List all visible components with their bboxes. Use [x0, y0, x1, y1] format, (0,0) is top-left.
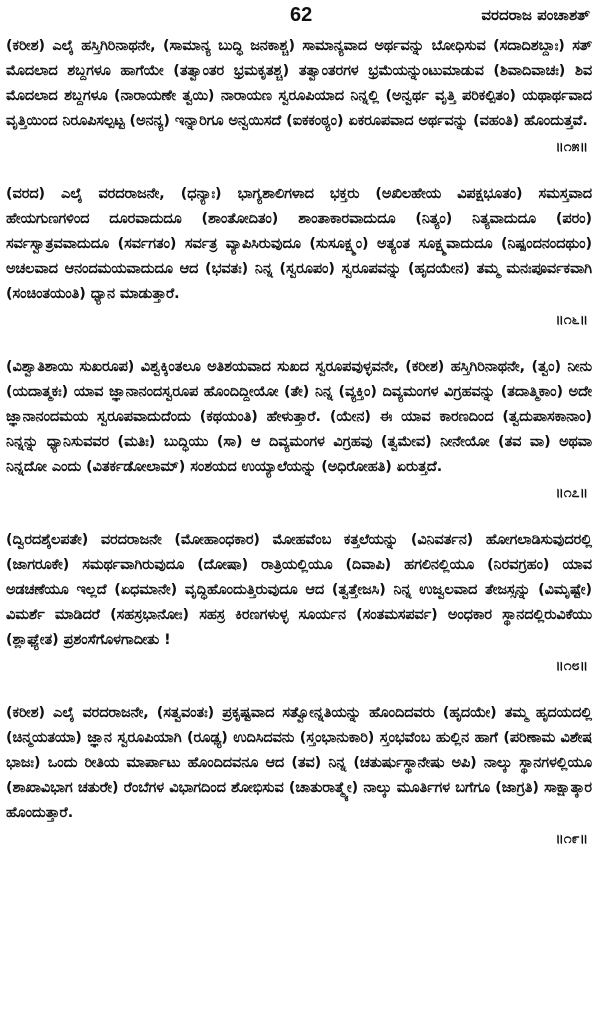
- verse-19: [6, 701, 592, 852]
- page-header: [0, 4, 600, 30]
- verse-number: ॥೧೮॥: [555, 658, 588, 674]
- verse-text: (ದ್ವಿರದಶೈಲಪತೇ) ವರದರಾಜನೇ (ಮೋಹಾಂಧಕಾರ) ಮೋಹವೆಂಬ ಕತ್ತಲೆಯನ್ನು (ವಿನಿವರ್ತನ) ಹೋಗಲಾಡಿಸುವುದರಲ್ಲಿ (ಜಾಗರೂಕೇ) ಸಮರ್ಥವಾಗಿರುವುದೂ (ದೋಷಾ) ರಾತ್ರಿಯಲ್ಲಿಯೂ (ದಿವಾಪಿ) ಹಗಲಿನಲ್ಲಿಯೂ (ನಿರವಗ್ರಹಂ) ಯಾವ ಅಡಚಣೆಯೂ ಇಲ್ಲದೆ (ಏಧಮಾನೇ) ವೃದ್ಧಿಹೊಂದುತ್ತಿರುವುದೂ ಆದ (ತ್ವತ್ತೇಜಸಿ) ನಿನ್ನ ಉಜ್ವಲವಾದ ತೇಜಸ್ಸನ್ನು (ವಿಮೃಷ್ಟೇ) ವಿಮರ್ಶೆ ಮಾಡಿದರೆ (ಸಹಸ್ರಭಾನೋಃ) ಸಹಸ್ರ ಕಿರಣಗಳುಳ್ಳ ಸೂರ್ಯನ (ಸಂತಮಸಪರ್ವ) ಅಂಧಕಾರ ಸ್ಥಾನದಲ್ಲಿರುವಿಕೆಯು (ಶ್ಲಾಘ್ಯೇತ) ಪ್ರಶಂಸೆಗೊಳಗಾದೀತು !: [6, 532, 592, 648]
- verse-text: (ಕರೀಶ) ಎಲೈ ಹಸ್ತಿಗಿರಿನಾಥನೇ, (ಸಾಮಾನ್ಯ ಬುದ್ಧಿ ಜನಕಾಶ್ಚ) ಸಾಮಾನ್ಯವಾದ ಅರ್ಥವನ್ನು ಬೋಧಿಸುವ (ಸದಾದಿಶಬ್ದಾಃ) ಸತ್ ಮೊದಲಾದ ಶಬ್ದಗಳೂ ಹಾಗೆಯೇ (ತತ್ವಾಂತರ ಭ್ರಮಕೃತಶ್ಚ) ತತ್ವಾಂತರಗಳ ಭ್ರಮೆಯನ್ನುಂಟುಮಾಡುವ (ಶಿವಾದಿವಾಚಃ) ಶಿವ ಮೊದಲಾದ ಶಬ್ದಗಳೂ (ನಾರಾಯಣೇ ತ್ವಯಿ) ನಾರಾಯಣ ಸ್ವರೂಪಿಯಾದ ನಿನ್ನಲ್ಲಿ (ಅನ್ವರ್ಥ ವೃತ್ತಿ ಪರಿಕಲ್ಪಿತಂ) ಯಥಾರ್ಥವಾದ ವೃತ್ತಿಯಿಂದ ನಿರೂಪಿಸಲ್ಪಟ್ಟ (ಅನನ್ಯ) ಇನ್ನಾರಿಗೂ ಅನ್ವಯಿಸದೆ (ಐಕಕಂಠ್ಯಂ) ಏಕರೂಪವಾದ ಅರ್ಥವನ್ನು (ವಹಂತಿ) ಹೊಂದುತ್ತವೆ.: [6, 38, 592, 129]
- verse-15: [6, 34, 592, 160]
- verse-divider: [6, 506, 592, 528]
- verse-divider: [6, 679, 592, 701]
- verse-number: ॥೧೭॥: [555, 485, 588, 501]
- page-content: [6, 34, 592, 852]
- verse-divider: [6, 160, 592, 182]
- verse-number: ॥೧೯॥: [555, 831, 588, 847]
- verse-number: ॥೧೬॥: [555, 312, 588, 328]
- verse-text: (ವರದ) ಎಲೈ ವರದರಾಜನೇ, (ಧನ್ಯಾಃ) ಭಾಗ್ಯಶಾಲಿಗಳಾದ ಭಕ್ತರು (ಅಖಿಲಹೇಯ ವಿಪಕ್ಷಭೂತಂ) ಸಮಸ್ತವಾದ ಹೇಯಗುಣಗಳಿಂದ ದೂರವಾದುದೂ (ಶಾಂತೋದಿತಂ) ಶಾಂತಾಕಾರವಾದುದೂ (ನಿತ್ಯಂ) ನಿತ್ಯವಾದುದೂ (ಪರಂ) ಸರ್ವಸ್ವಾತ್ರವವಾದುದೂ (ಸರ್ವಗತಂ) ಸರ್ವತ್ರ ವ್ಯಾಪಿಸಿರುವುದೂ (ಸುಸೂಕ್ಷ್ಮಂ) ಅತ್ಯಂತ ಸೂಕ್ಷ್ಮವಾದುದೂ (ನಿಷ್ಪಂದನಂದಥುಂ) ಅಚಲವಾದ ಆನಂದಮಯವಾದುದೂ ಆದ (ಭವತಃ) ನಿನ್ನ (ಸ್ವರೂಪಂ) ಸ್ವರೂಪವನ್ನು (ಹೃದಯೇನ) ತಮ್ಮ ಮನಃಪೂರ್ವಕವಾಗಿ (ಸಂಚಿಂತಯಂತಿ) ಧ್ಯಾನ ಮಾಡುತ್ತಾರೆ.: [6, 186, 592, 302]
- verse-18: [6, 528, 592, 679]
- verse-16: [6, 182, 592, 333]
- verse-text: (ವಿಶ್ವಾತಿಶಾಯಿ ಸುಖರೂಪ) ವಿಶ್ವಕ್ಕಿಂತಲೂ ಅತಿಶಯವಾದ ಸುಖದ ಸ್ವರೂಪವುಳ್ಳವನೇ, (ಕರೀಶ) ಹಸ್ತಿಗಿರಿನಾಥನೇ, (ತ್ವಂ) ನೀನು (ಯದಾತ್ಮಕಃ) ಯಾವ ಜ್ಞಾನಾನಂದಸ್ವರೂಪ ಹೊಂದಿದ್ದೀಯೋ (ತೇ) ನಿನ್ನ (ವ್ಯಕ್ತಿಂ) ದಿವ್ಯಮಂಗಳ ವಿಗ್ರಹವನ್ನು (ತದಾತ್ಮಿಕಾಂ) ಅದೇ ಜ್ಞಾನಾನಂದಮಯ ಸ್ವರೂಪವಾದುದೆಂದು (ಕಥಯಂತಿ) ಹೇಳುತ್ತಾರೆ. (ಯೇನ) ಈ ಯಾವ ಕಾರಣದಿಂದ (ತ್ವದುಪಾಸಕಾನಾಂ) ನಿನ್ನನ್ನು ಧ್ಯಾನಿಸುವವರ (ಮತಿಃ) ಬುದ್ಧಿಯು (ಸಾ) ಆ ದಿವ್ಯಮಂಗಳ ವಿಗ್ರಹವು (ತ್ವಮೇವ) ನೀನೇಯೋ (ತವ ವಾ) ಅಥವಾ ನಿನ್ನದೋ ಎಂದು (ವಿತರ್ಕಡೋಲಾಮ್) ಸಂಶಯದ ಉಯ್ಯಾಲೆಯನ್ನು (ಅಧಿರೋಹತಿ) ಏರುತ್ತದೆ.: [6, 359, 592, 475]
- running-title: ವರದರಾಜ ಪಂಚಾಶತ್: [481, 6, 590, 24]
- verse-number: ॥೧೫॥: [555, 139, 588, 155]
- verse-17: [6, 355, 592, 506]
- page-number: 62: [290, 4, 313, 26]
- verse-divider: [6, 333, 592, 355]
- verse-text: (ಕರೀಶ) ಎಲೈ ವರದರಾಜನೇ, (ಸತ್ವವಂತಃ) ಪ್ರಕೃಷ್ಟವಾದ ಸತ್ವೋನ್ನತಿಯನ್ನು ಹೊಂದಿದವರು (ಹೃದಯೇ) ತಮ್ಮ ಹೃದಯದಲ್ಲಿ (ಚಿನ್ಮಯತಯಾ) ಜ್ಞಾನ ಸ್ವರೂಪಿಯಾಗಿ (ರೂಢ್ಯ) ಉದಿಸಿದವನು (ಸ್ತಂಭಾನುಕಾರಿ) ಸ್ತಂಭವೆಂಬ ಹುಲ್ಲಿನ ಹಾಗೆ (ಪರಿಣಾಮ ವಿಶೇಷ ಭಾಜಃ) ಒಂದು ರೀತಿಯ ಮಾರ್ಪಾಟು ಹೊಂದಿದವನೂ ಆದ (ತವ) ನಿನ್ನ (ಚತುರ್ಷುಸ್ಥಾನೇಷು ಅಪಿ) ನಾಲ್ಕು ಸ್ಥಾನಗಳಲ್ಲಿಯೂ (ಶಾಖಾವಿಭಾಗ ಚತುರೇ) ರೆಂಬೆಗಳ ವಿಭಾಗದಿಂದ ಶೋಭಿಸುವ (ಚಾತುರಾತ್ಮ್ಯೇ) ನಾಲ್ಕು ಮೂರ್ತಿಗಳ ಬಗೆಗೂ (ಜಾಗ್ರತಿ) ಸಾಕ್ಷಾತ್ಕಾರ ಹೊಂದುತ್ತಾರೆ.: [6, 705, 592, 821]
